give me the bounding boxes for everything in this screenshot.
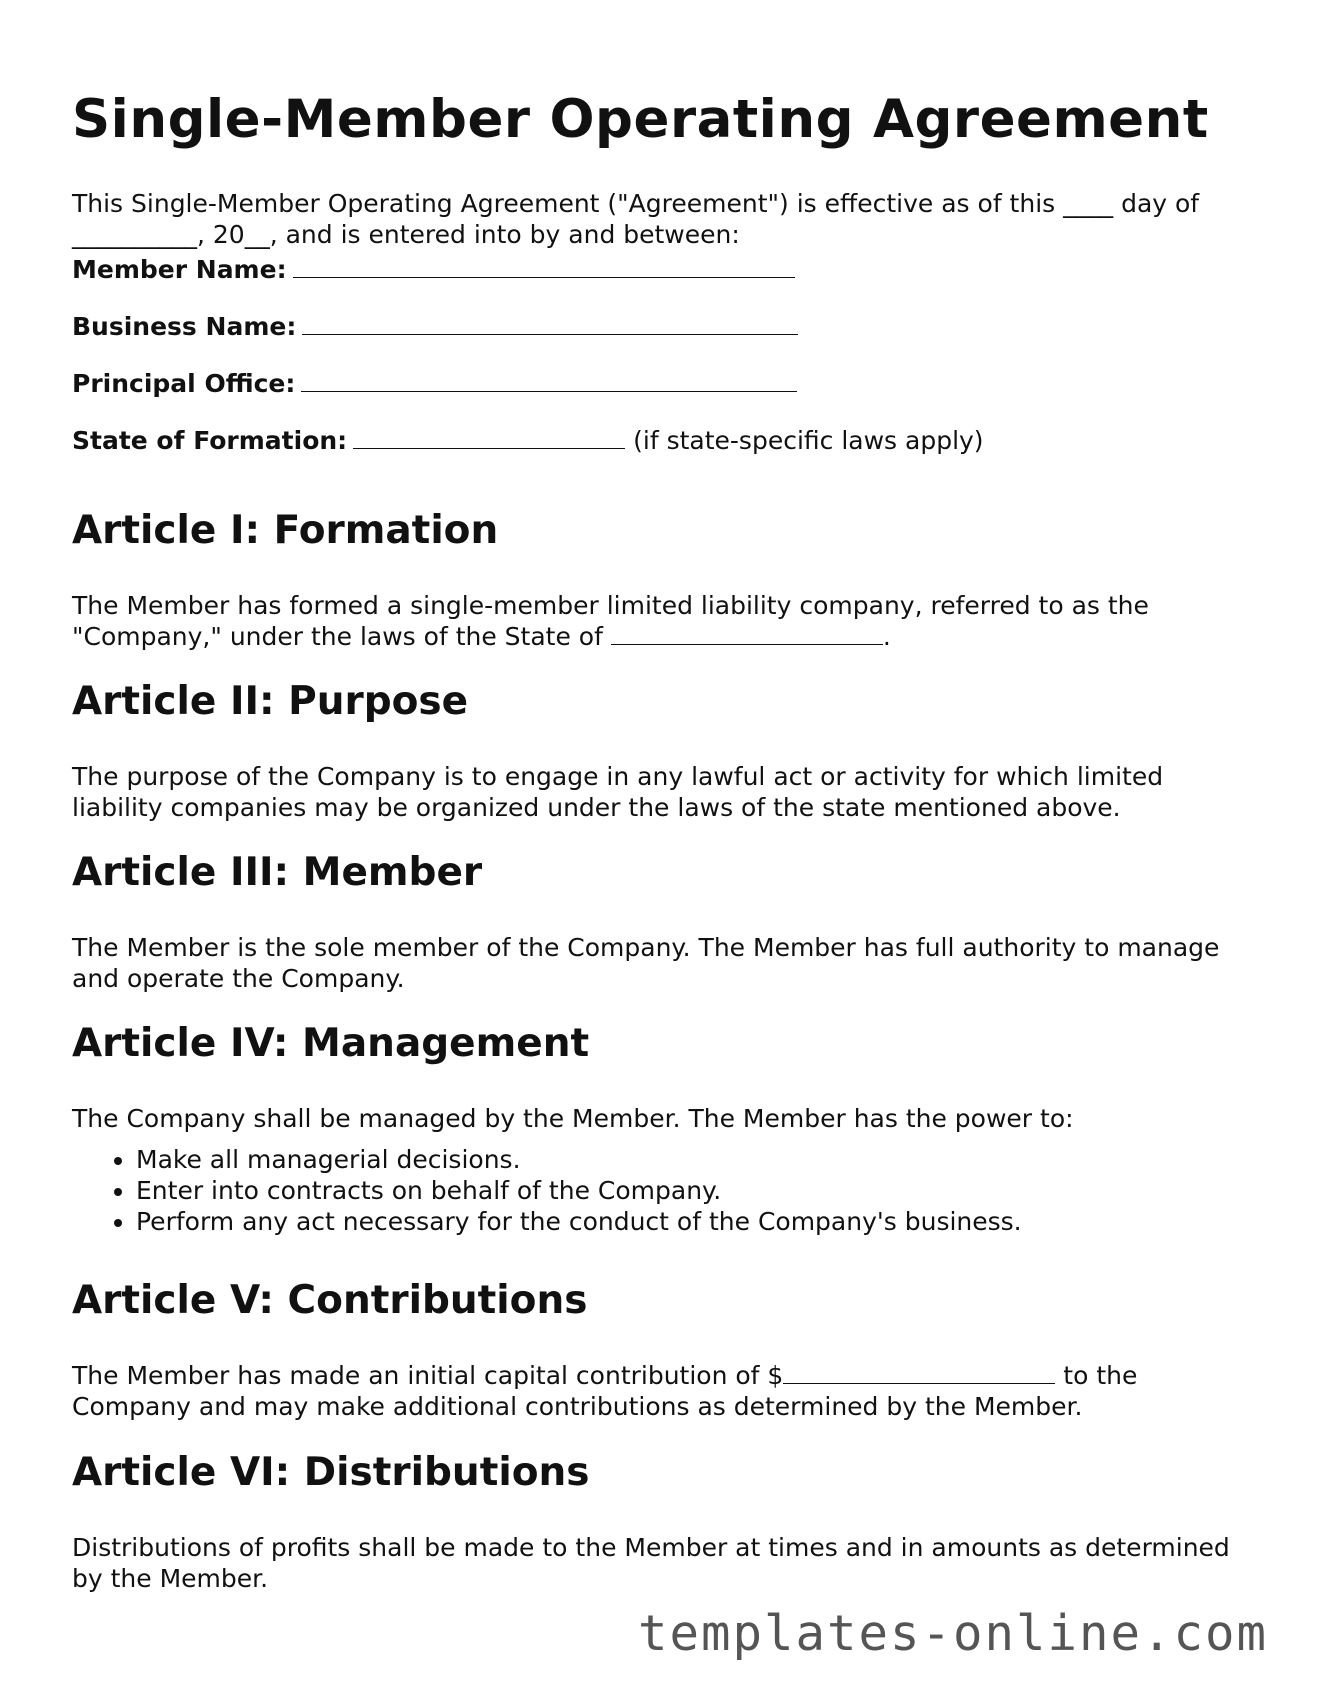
article-6-text: Distributions of profits shall be made to the Member at times and in amounts as determined by the Member. <box>72 1533 1230 1593</box>
formation-state-blank <box>611 622 883 645</box>
principal-office-label: Principal Office: <box>72 369 296 398</box>
business-name-field <box>72 311 798 342</box>
article-4-heading: Article IV: Management <box>72 1021 590 1066</box>
business-name-label: Business Name: <box>72 312 297 341</box>
article-1-text: The Member has formed a single-member limited liability company, referred to as the "Company," under the laws of the State of . <box>72 591 1149 651</box>
article-3-text: The Member is the sole member of the Company. The Member has full authority to manage and operate the Company. <box>72 933 1220 993</box>
principal-office-blank <box>301 369 797 392</box>
list-item: • Perform any act necessary for the conduct of the Company's business. <box>136 1206 1022 1237</box>
state-of-formation-label: State of Formation: <box>72 426 348 455</box>
business-name-blank <box>302 312 798 335</box>
watermark: templates-online.com <box>637 1605 1268 1662</box>
article-2-text: The purpose of the Company is to engage in any lawful act or activity for which limited liability companies may be organized under the laws of the state mentioned above. <box>72 762 1164 822</box>
state-of-formation-blank <box>353 426 625 449</box>
article-4-text: The Company shall be managed by the Member. The Member has the power to: <box>72 1104 1074 1133</box>
member-name-blank <box>293 255 795 278</box>
article-3-heading: Article III: Member <box>72 850 483 895</box>
intro-paragraph: This Single-Member Operating Agreement ("Agreement") is effective as of this ____ day of __________, 20__, and is entered into by and between: <box>72 189 1200 249</box>
document-title: Single-Member Operating Agreement <box>72 89 1209 150</box>
principal-office-field <box>72 368 797 399</box>
list-item: • Make all managerial decisions. <box>136 1144 1022 1175</box>
contribution-amount-blank <box>783 1361 1055 1384</box>
article-5-heading: Article V: Contributions <box>72 1278 588 1323</box>
state-of-formation-note: (if state-specific laws apply) <box>633 426 984 455</box>
management-powers-list <box>72 1144 1022 1237</box>
article-2-heading: Article II: Purpose <box>72 679 469 724</box>
article-1-heading: Article I: Formation <box>72 508 499 553</box>
list-item: • Enter into contracts on behalf of the Company. <box>136 1175 1022 1206</box>
state-of-formation-field <box>72 425 984 456</box>
member-name-field <box>72 254 795 285</box>
member-name-label: Member Name: <box>72 255 287 284</box>
article-5-text: The Member has made an initial capital contribution of $ to the Company and may make additional contributions as determined by the Member. <box>72 1361 1138 1421</box>
article-6-heading: Article VI: Distributions <box>72 1450 590 1495</box>
